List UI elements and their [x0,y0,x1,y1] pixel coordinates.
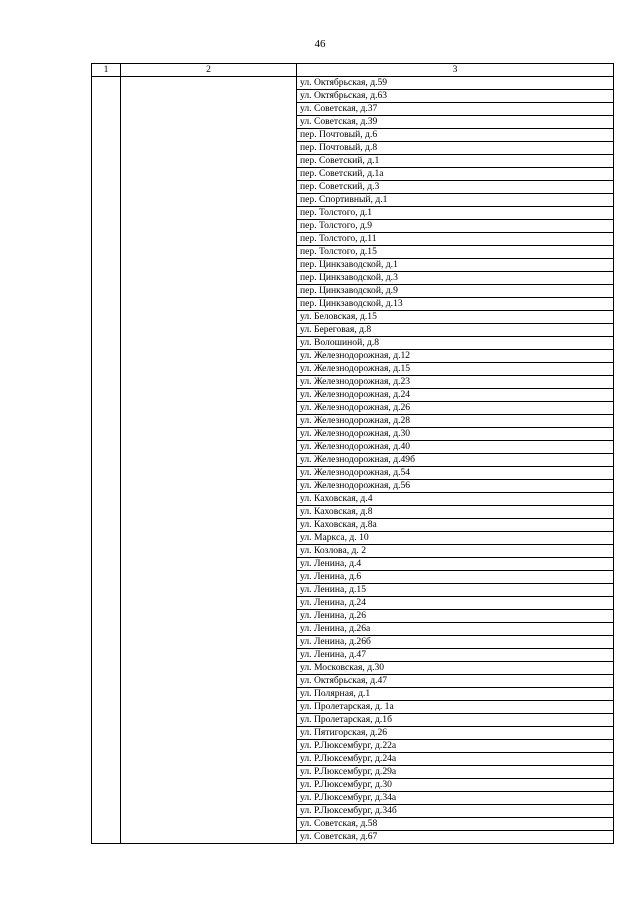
address-cell: ул. Октябрьская, д.59 [297,77,614,90]
address-cell: ул. Каховская, д.4 [297,493,614,506]
address-cell: пер. Советский, д.1а [297,168,614,181]
address-cell: ул. Р.Люксембург, д.34б [297,805,614,818]
address-cell: ул. Ленина, д.4 [297,558,614,571]
address-cell: ул. Советская, д.67 [297,831,614,844]
header-row [92,64,614,77]
address-cell: ул. Пятигорская, д.26 [297,727,614,740]
address-table-body [92,64,614,844]
address-cell: ул. Р.Люксембург, д.22а [297,740,614,753]
address-cell: ул. Ленина, д.15 [297,584,614,597]
address-cell: ул. Железнодорожная, д.24 [297,389,614,402]
address-cell: пер. Почтовый, д.6 [297,129,614,142]
address-cell: пер. Советский, д.1 [297,155,614,168]
address-cell: ул. Советская, д.58 [297,818,614,831]
address-cell: ул. Р.Люксембург, д.24а [297,753,614,766]
address-cell: ул. Железнодорожная, д.40 [297,441,614,454]
address-cell: ул. Беловская, д.15 [297,311,614,324]
address-cell: пер. Цинкзаводской, д.9 [297,285,614,298]
address-cell: ул. Железнодорожная, д.54 [297,467,614,480]
address-cell: ул. Железнодорожная, д.15 [297,363,614,376]
address-cell: ул. Железнодорожная, д.23 [297,376,614,389]
table-row [92,77,614,90]
address-cell: ул. Ленина, д.47 [297,649,614,662]
address-cell: ул. Р.Люксембург, д.30 [297,779,614,792]
address-cell: ул. Пролетарская, д. 1а [297,701,614,714]
address-cell: ул. Ленина, д.24 [297,597,614,610]
address-cell: пер. Толстого, д.11 [297,233,614,246]
address-cell: ул. Каховская, д.8 [297,506,614,519]
address-cell: пер. Толстого, д.1 [297,207,614,220]
blank-cell-col2 [121,77,297,844]
address-cell: ул. Ленина, д.26б [297,636,614,649]
header-cell-2: 2 [121,64,297,77]
address-cell: ул. Железнодорожная, д.56 [297,480,614,493]
header-cell-1: 1 [92,64,121,77]
address-cell: ул. Железнодорожная, д.49б [297,454,614,467]
address-cell: ул. Маркса, д. 10 [297,532,614,545]
address-cell: ул. Железнодорожная, д.12 [297,350,614,363]
address-cell: ул. Октябрьская, д.63 [297,90,614,103]
address-cell: ул. Р.Люксембург, д.29а [297,766,614,779]
address-cell: ул. Ленина, д.26а [297,623,614,636]
address-cell: ул. Ленина, д.26 [297,610,614,623]
address-cell: ул. Железнодорожная, д.30 [297,428,614,441]
address-cell: пер. Толстого, д.15 [297,246,614,259]
address-cell: пер. Спортивный, д.1 [297,194,614,207]
address-cell: ул. Советская, д.37 [297,103,614,116]
address-cell: ул. Волошиной, д.8 [297,337,614,350]
address-cell: пер. Цинкзаводской, д.3 [297,272,614,285]
address-cell: пер. Почтовый, д.8 [297,142,614,155]
address-cell: ул. Пролетарская, д.1б [297,714,614,727]
address-cell: ул. Октябрьская, д.47 [297,675,614,688]
address-cell: пер. Цинкзаводской, д.13 [297,298,614,311]
page-number: 46 [314,38,326,50]
address-cell: ул. Каховская, д.8а [297,519,614,532]
blank-cell-col1 [92,77,121,844]
address-cell: пер. Цинкзаводской, д.1 [297,259,614,272]
address-cell: ул. Козлова, д. 2 [297,545,614,558]
address-cell: пер. Толстого, д.9 [297,220,614,233]
address-cell: ул. Р.Люксембург, д.34а [297,792,614,805]
address-cell: ул. Советская, д.39 [297,116,614,129]
address-cell: ул. Железнодорожная, д.26 [297,402,614,415]
address-cell: пер. Советский, д.3 [297,181,614,194]
address-cell: ул. Береговая, д.8 [297,324,614,337]
address-cell: ул. Железнодорожная, д.28 [297,415,614,428]
header-cell-3: 3 [297,64,614,77]
address-cell: ул. Ленина, д.6 [297,571,614,584]
address-cell: ул. Полярная, д.1 [297,688,614,701]
address-cell: ул. Московская, д.30 [297,662,614,675]
address-table [91,63,614,844]
